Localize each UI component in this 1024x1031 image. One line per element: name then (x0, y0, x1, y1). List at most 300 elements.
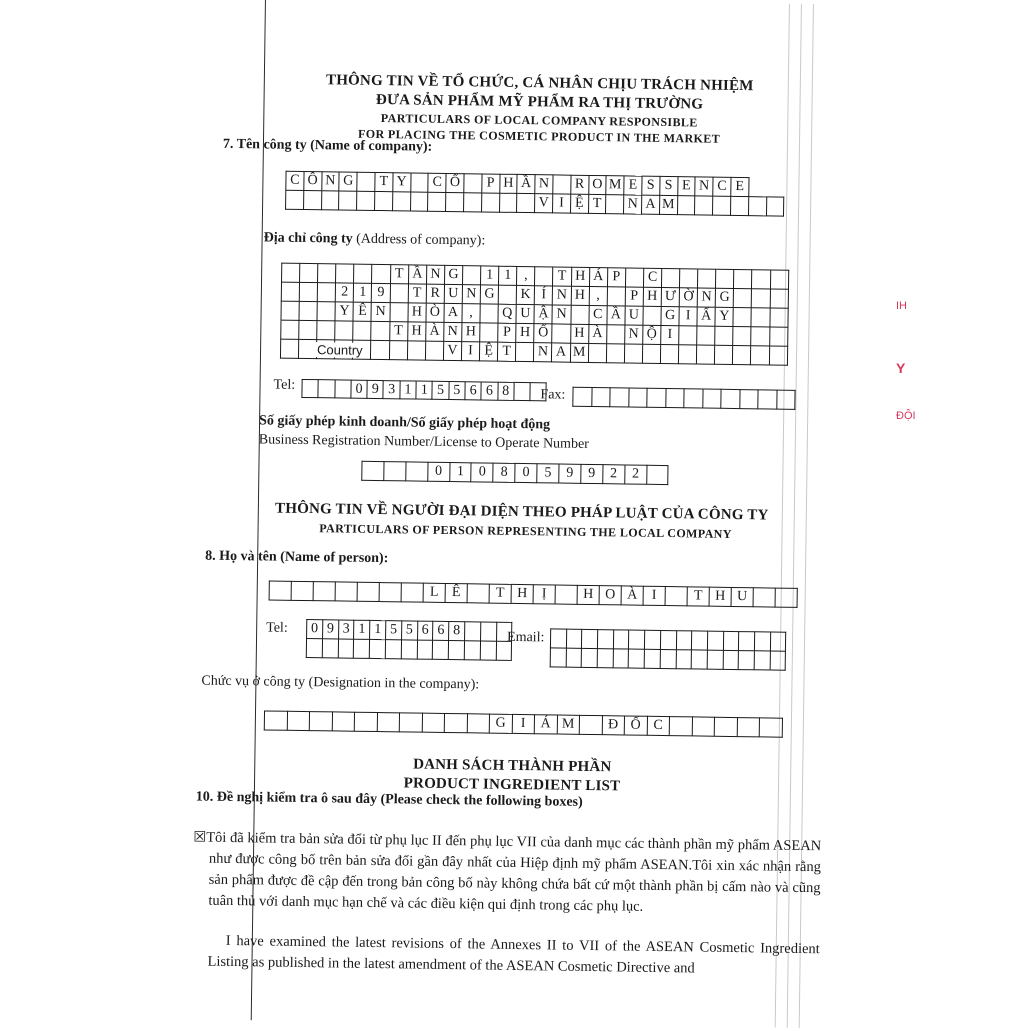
grid-cell: O (599, 586, 621, 605)
grid-cell: Y (393, 173, 411, 192)
grid-cell: Ư (661, 287, 679, 306)
grid-cell: 5 (537, 464, 559, 483)
grid-cell (401, 583, 423, 602)
grid-cell: H (499, 174, 517, 193)
grid-cell (448, 641, 464, 660)
grid-cell (625, 268, 643, 287)
company-fax-grid (572, 387, 795, 410)
grid-cell: N (695, 177, 713, 196)
grid-cell: 0 (307, 620, 323, 639)
grid-cell (752, 270, 770, 289)
grid-cell (318, 264, 336, 283)
license-number-grid (361, 461, 669, 485)
grid-cell (588, 343, 606, 362)
grid-cell: C (713, 177, 731, 196)
grid-cell (464, 174, 482, 193)
grid-cell (613, 649, 629, 668)
grid-cell (464, 622, 480, 641)
grid-cell (737, 718, 760, 737)
grid-cell (770, 289, 788, 308)
grid-cell: C (643, 268, 661, 287)
company-tel-grid (301, 379, 547, 401)
grid-cell: Ố (534, 324, 552, 343)
grid-cell: T (498, 342, 516, 361)
grid-cell (309, 712, 332, 731)
grid-cell (354, 712, 377, 731)
grid-cell (371, 340, 389, 359)
grid-cell (739, 632, 755, 651)
checked-box-icon[interactable]: ☒ (193, 829, 207, 846)
grid-cell (751, 308, 769, 327)
grid-cell (733, 345, 751, 364)
grid-cell: Á (589, 267, 607, 286)
grid-cell: 0 (515, 463, 537, 482)
representative-title-en: PARTICULARS OF PERSON REPRESENTING THE LOCAL COMPANY (319, 521, 732, 541)
grid-cell: N (462, 285, 480, 304)
grid-cell: I (661, 325, 679, 344)
grid-cell: C (589, 305, 607, 324)
grid-cell: , (589, 286, 607, 305)
grid-cell (354, 639, 370, 658)
grid-cell (579, 715, 602, 734)
grid-cell (692, 717, 715, 736)
grid-cell (624, 344, 642, 363)
grid-cell: N (444, 322, 462, 341)
grid-cell (754, 651, 770, 670)
ingredients-title-en: PRODUCT INGREDIENT LIST (403, 775, 621, 795)
grid-cell (306, 639, 322, 658)
grid-cell (357, 172, 375, 191)
grid-cell: M (570, 343, 588, 362)
grid-cell: Đ (602, 716, 625, 735)
grid-cell: 6 (465, 382, 482, 400)
grid-cell (734, 269, 752, 288)
grid-cell (480, 641, 496, 660)
grid-cell: C (286, 171, 304, 190)
grid-cell (733, 326, 751, 345)
grid-row (362, 461, 669, 484)
grid-cell (335, 321, 353, 340)
grid-cell (357, 582, 379, 601)
grid-cell (286, 190, 304, 209)
grid-cell: 2 (624, 465, 646, 484)
grid-cell (723, 650, 739, 669)
grid-cell (498, 285, 516, 304)
grid-cell (354, 264, 372, 283)
grid-cell: N (624, 325, 642, 344)
grid-cell (550, 648, 566, 667)
grid-cell (751, 327, 769, 346)
grid-cell (481, 193, 499, 212)
grid-row (550, 648, 786, 670)
grid-cell (467, 584, 489, 603)
grid-cell (582, 648, 598, 667)
grid-cell: M (557, 715, 580, 734)
grid-cell: L (423, 583, 445, 602)
grid-cell (676, 650, 692, 669)
person-tel-grid (306, 619, 513, 661)
grid-cell: R (426, 284, 444, 303)
grid-cell: 8 (449, 622, 465, 641)
grid-cell (377, 713, 400, 732)
grid-cell: Ổ (446, 173, 464, 192)
company-name-label: 7. Tên công ty (Name of company): (222, 136, 433, 155)
grid-cell (677, 196, 695, 215)
grid-cell (769, 346, 787, 365)
grid-cell (422, 713, 445, 732)
grid-cell (318, 380, 335, 398)
grid-cell: S (660, 176, 678, 195)
grid-cell (692, 631, 708, 650)
grid-cell (676, 631, 692, 650)
grid-cell: 8 (497, 382, 514, 400)
grid-cell: 6 (417, 621, 433, 640)
grid-cell: G (444, 265, 462, 284)
grid-cell: Ò (426, 303, 444, 322)
grid-cell (734, 288, 752, 307)
grid-cell (299, 320, 317, 339)
grid-cell: Ê (353, 302, 371, 321)
grid-cell (754, 632, 770, 651)
grid-row (306, 639, 512, 661)
grid-cell (317, 321, 335, 340)
grid-row (302, 379, 547, 400)
grid-cell: N (697, 288, 715, 307)
grid-cell (464, 641, 480, 660)
grid-cell (766, 197, 784, 216)
grid-cell (715, 326, 733, 345)
grid-cell (417, 640, 433, 659)
person-name-label: 8. Họ và tên (Name of person): (205, 548, 389, 567)
declaration-text-vi: Tôi đã kiểm tra bản sửa đổi từ phụ lục II đến phụ lục VII của danh mục các thành phần mỹ phẩm ASEAN như được công bố trên bản sửa đổi gần đây nhất của Hiệp định mỹ phẩm ASEAN.Tôi xin xác nhận rằng sản phẩm được đề cập đến trong bản công bố này không chứa bất cứ một thành phần bị cấm nào và cũng tuân thủ với danh mục hạn chế và các điều kiện qui định trong các phụ lục. (206, 829, 822, 915)
grid-cell: H (407, 322, 425, 341)
grid-cell (707, 631, 723, 650)
grid-cell (385, 640, 401, 659)
grid-cell (758, 390, 777, 409)
grid-cell: G (480, 285, 498, 304)
grid-cell: 8 (493, 463, 515, 482)
grid-cell: O (588, 175, 606, 194)
grid-cell (702, 389, 721, 408)
grid-cell: N (624, 195, 642, 214)
declaration-paragraph-vi (193, 828, 822, 921)
grid-cell: Ầ (517, 174, 535, 193)
grid-cell (678, 345, 696, 364)
grid-cell (291, 581, 313, 600)
grid-cell: 9 (372, 283, 390, 302)
grid-cell (410, 173, 428, 192)
grid-cell (425, 341, 443, 360)
grid-cell (752, 289, 770, 308)
grid-cell (280, 339, 298, 358)
grid-cell (467, 714, 490, 733)
grid-cell: T (553, 267, 571, 286)
grid-cell: G (661, 306, 679, 325)
grid-cell: N (535, 175, 553, 194)
grid-cell: E (624, 176, 642, 195)
grid-cell: T (390, 265, 408, 284)
grid-cell: 1 (354, 283, 372, 302)
grid-cell: P (482, 174, 500, 193)
grid-cell: Í (535, 286, 553, 305)
grid-cell: I (461, 342, 479, 361)
grid-cell: M (659, 195, 677, 214)
header-title-vi-2: ĐƯA SẢN PHẨM MỸ PHẨM RA THỊ TRƯỜNG (375, 91, 704, 113)
address-label-en: (Address of company): (352, 231, 486, 249)
grid-row (573, 387, 795, 409)
grid-cell (566, 648, 582, 667)
representative-title-vi: THÔNG TIN VỀ NGƯỜI ĐẠI DIỆN THEO PHÁP LUẬT CỦA CÔNG TY (274, 500, 769, 524)
grid-cell (610, 388, 629, 407)
grid-cell (552, 324, 570, 343)
grid-cell (669, 717, 692, 736)
grid-cell (535, 267, 553, 286)
grid-cell (264, 711, 287, 730)
grid-cell (287, 711, 310, 730)
grid-cell: V (443, 341, 461, 360)
grid-cell: T (375, 172, 393, 191)
grid-cell: H (570, 324, 588, 343)
grid-cell (446, 192, 464, 211)
grid-cell: À (588, 324, 606, 343)
grid-cell (357, 191, 375, 210)
grid-cell (679, 326, 697, 345)
company-address-label (264, 230, 486, 249)
grid-cell (338, 639, 354, 658)
grid-cell (480, 304, 498, 323)
grid-cell: A (641, 195, 659, 214)
grid-cell: Ầ (408, 265, 426, 284)
header-title-en-1: PARTICULARS OF LOCAL COMPANY RESPONSIBLE (380, 111, 698, 130)
grid-cell: 9 (322, 620, 338, 639)
license-label-vi: Số giấy phép kinh doanh/Số giấy phép hoạt động (258, 413, 551, 433)
grid-cell (606, 344, 624, 363)
grid-cell (697, 345, 715, 364)
grid-cell (375, 191, 393, 210)
grid-cell (372, 264, 390, 283)
grid-cell (597, 630, 613, 649)
grid-cell (646, 465, 668, 484)
grid-cell (776, 390, 795, 409)
grid-cell: P (498, 323, 516, 342)
grid-row (264, 711, 782, 737)
grid-cell: À (425, 322, 443, 341)
check-boxes-label: 10. Đề nghị kiểm tra ô sau đây (Please check the following boxes) (195, 789, 583, 810)
grid-cell: , (462, 304, 480, 323)
grid-cell: E (677, 177, 695, 196)
grid-cell (322, 639, 338, 658)
grid-cell: 1 (481, 266, 499, 285)
grid-cell: Ệ (479, 342, 497, 361)
declaration-paragraph-en: I have examined the latest revisions of the Annexes II to VII of the ASEAN Cosmetic Ingredient Listing as published in the latest amendment of the ASEAN Cosmetic Directive and (207, 932, 820, 977)
grid-cell (715, 345, 733, 364)
grid-cell (723, 631, 739, 650)
grid-cell (553, 175, 571, 194)
grid-cell (407, 341, 425, 360)
grid-cell: Ờ (679, 288, 697, 307)
grid-cell: A (552, 343, 570, 362)
grid-cell (317, 302, 335, 321)
grid-cell: 6 (433, 621, 449, 640)
grid-cell: Ầ (607, 306, 625, 325)
grid-cell: T (588, 194, 606, 213)
grid-cell (390, 284, 408, 303)
grid-cell (739, 390, 758, 409)
grid-cell (282, 263, 300, 282)
grid-cell: U (444, 284, 462, 303)
grid-cell: 5 (386, 621, 402, 640)
header-title-en-2: FOR PLACING THE COSMETIC PRODUCT IN THE MARKET (357, 126, 721, 146)
grid-cell (582, 629, 598, 648)
grid-cell: E (731, 177, 749, 196)
grid-cell: 0 (471, 463, 493, 482)
header-title-vi-1: THÔNG TIN VỀ TỔ CHỨC, CÁ NHÂN CHỊU TRÁCH NHIỆM (325, 72, 754, 95)
grid-cell (410, 192, 428, 211)
grid-cell (642, 344, 660, 363)
grid-cell: H (577, 585, 599, 604)
grid-cell: Ố (624, 716, 647, 735)
grid-cell (281, 320, 299, 339)
grid-cell (480, 622, 496, 641)
grid-cell (770, 632, 786, 651)
grid-cell (428, 192, 446, 211)
grid-cell (770, 270, 788, 289)
designation-label: Chức vụ ở công ty (Designation in the company): (201, 673, 480, 693)
grid-cell: I (552, 194, 570, 213)
address-label-vi: Địa chỉ công ty (263, 230, 353, 247)
grid-cell: À (621, 586, 643, 605)
grid-cell: T (408, 284, 426, 303)
grid-cell: I (643, 586, 665, 605)
grid-cell (336, 264, 354, 283)
grid-cell (606, 325, 624, 344)
grid-cell (362, 461, 384, 480)
grid-cell: 0 (351, 380, 368, 398)
grid-cell: 5 (432, 381, 449, 399)
grid-cell (751, 346, 769, 365)
grid-cell: 3 (383, 381, 400, 399)
grid-cell (753, 588, 775, 607)
grid-cell (517, 193, 535, 212)
grid-cell (660, 344, 678, 363)
designation-grid (264, 710, 783, 737)
grid-cell (399, 713, 422, 732)
grid-cell (573, 387, 592, 406)
grid-cell: 9 (581, 464, 603, 483)
grid-cell (339, 191, 357, 210)
grid-cell: T (687, 587, 709, 606)
grid-cell: 5 (449, 381, 466, 399)
grid-cell (665, 389, 684, 408)
grid-cell: R (571, 175, 589, 194)
grid-cell: 1 (449, 463, 471, 482)
country-label: Country (316, 342, 363, 358)
grid-cell (733, 307, 751, 326)
grid-cell: N (552, 305, 570, 324)
grid-cell (550, 629, 566, 648)
grid-cell (713, 196, 731, 215)
company-tel-label: Tel: (273, 377, 296, 393)
license-label-en: Business Registration Number/License to Operate Number (258, 432, 589, 452)
grid-cell (738, 651, 754, 670)
grid-cell (281, 282, 299, 301)
grid-cell (645, 630, 661, 649)
grid-cell: U (625, 306, 643, 325)
grid-cell (281, 301, 299, 320)
grid-cell: C (647, 716, 670, 735)
grid-cell: U (731, 587, 753, 606)
grid-cell: G (715, 288, 733, 307)
grid-cell (317, 283, 335, 302)
grid-cell: P (607, 268, 625, 287)
grid-cell: M (606, 176, 624, 195)
grid-cell (313, 582, 335, 601)
person-email-grid (550, 628, 787, 670)
grid-cell (684, 389, 703, 408)
grid-cell: G (339, 172, 357, 191)
grid-cell (775, 588, 797, 607)
grid-cell (463, 193, 481, 212)
grid-cell (591, 387, 610, 406)
grid-cell: H (643, 287, 661, 306)
grid-cell: 3 (338, 620, 354, 639)
grid-cell (629, 649, 645, 668)
grid-cell: N (534, 343, 552, 362)
grid-cell (299, 301, 317, 320)
grid-cell: H (571, 267, 589, 286)
grid-cell (433, 640, 449, 659)
grid-cell (769, 308, 787, 327)
grid-cell (680, 269, 698, 288)
grid-cell (698, 269, 716, 288)
grid-cell: Ị (533, 585, 555, 604)
grid-cell (716, 269, 734, 288)
grid-cell (462, 266, 480, 285)
grid-cell (628, 388, 647, 407)
grid-cell (721, 389, 740, 408)
grid-cell: H (462, 323, 480, 342)
grid-cell (389, 341, 407, 360)
grid-cell (770, 651, 786, 670)
grid-cell (697, 326, 715, 345)
grid-cell: H (511, 584, 533, 603)
grid-cell (499, 193, 517, 212)
grid-cell: 1 (499, 266, 517, 285)
grid-cell: G (489, 714, 512, 733)
grid-cell (643, 306, 661, 325)
grid-cell (384, 462, 406, 481)
grid-cell (514, 382, 531, 400)
grid-cell: Ộ (643, 325, 661, 344)
grid-cell (660, 649, 676, 668)
grid-cell (570, 305, 588, 324)
grid-cell: Ậ (534, 305, 552, 324)
grid-cell (302, 379, 319, 397)
grid-cell (555, 585, 577, 604)
grid-cell: 2 (336, 283, 354, 302)
grid-cell (566, 629, 582, 648)
grid-cell (444, 713, 467, 732)
grid-cell: T (389, 322, 407, 341)
grid-cell (647, 388, 666, 407)
grid-cell: I (679, 307, 697, 326)
grid-cell: Á (534, 715, 557, 734)
grid-cell (299, 282, 317, 301)
grid-cell (379, 583, 401, 602)
grid-cell: C (428, 173, 446, 192)
grid-cell (606, 195, 624, 214)
grid-cell: 1 (416, 381, 433, 399)
